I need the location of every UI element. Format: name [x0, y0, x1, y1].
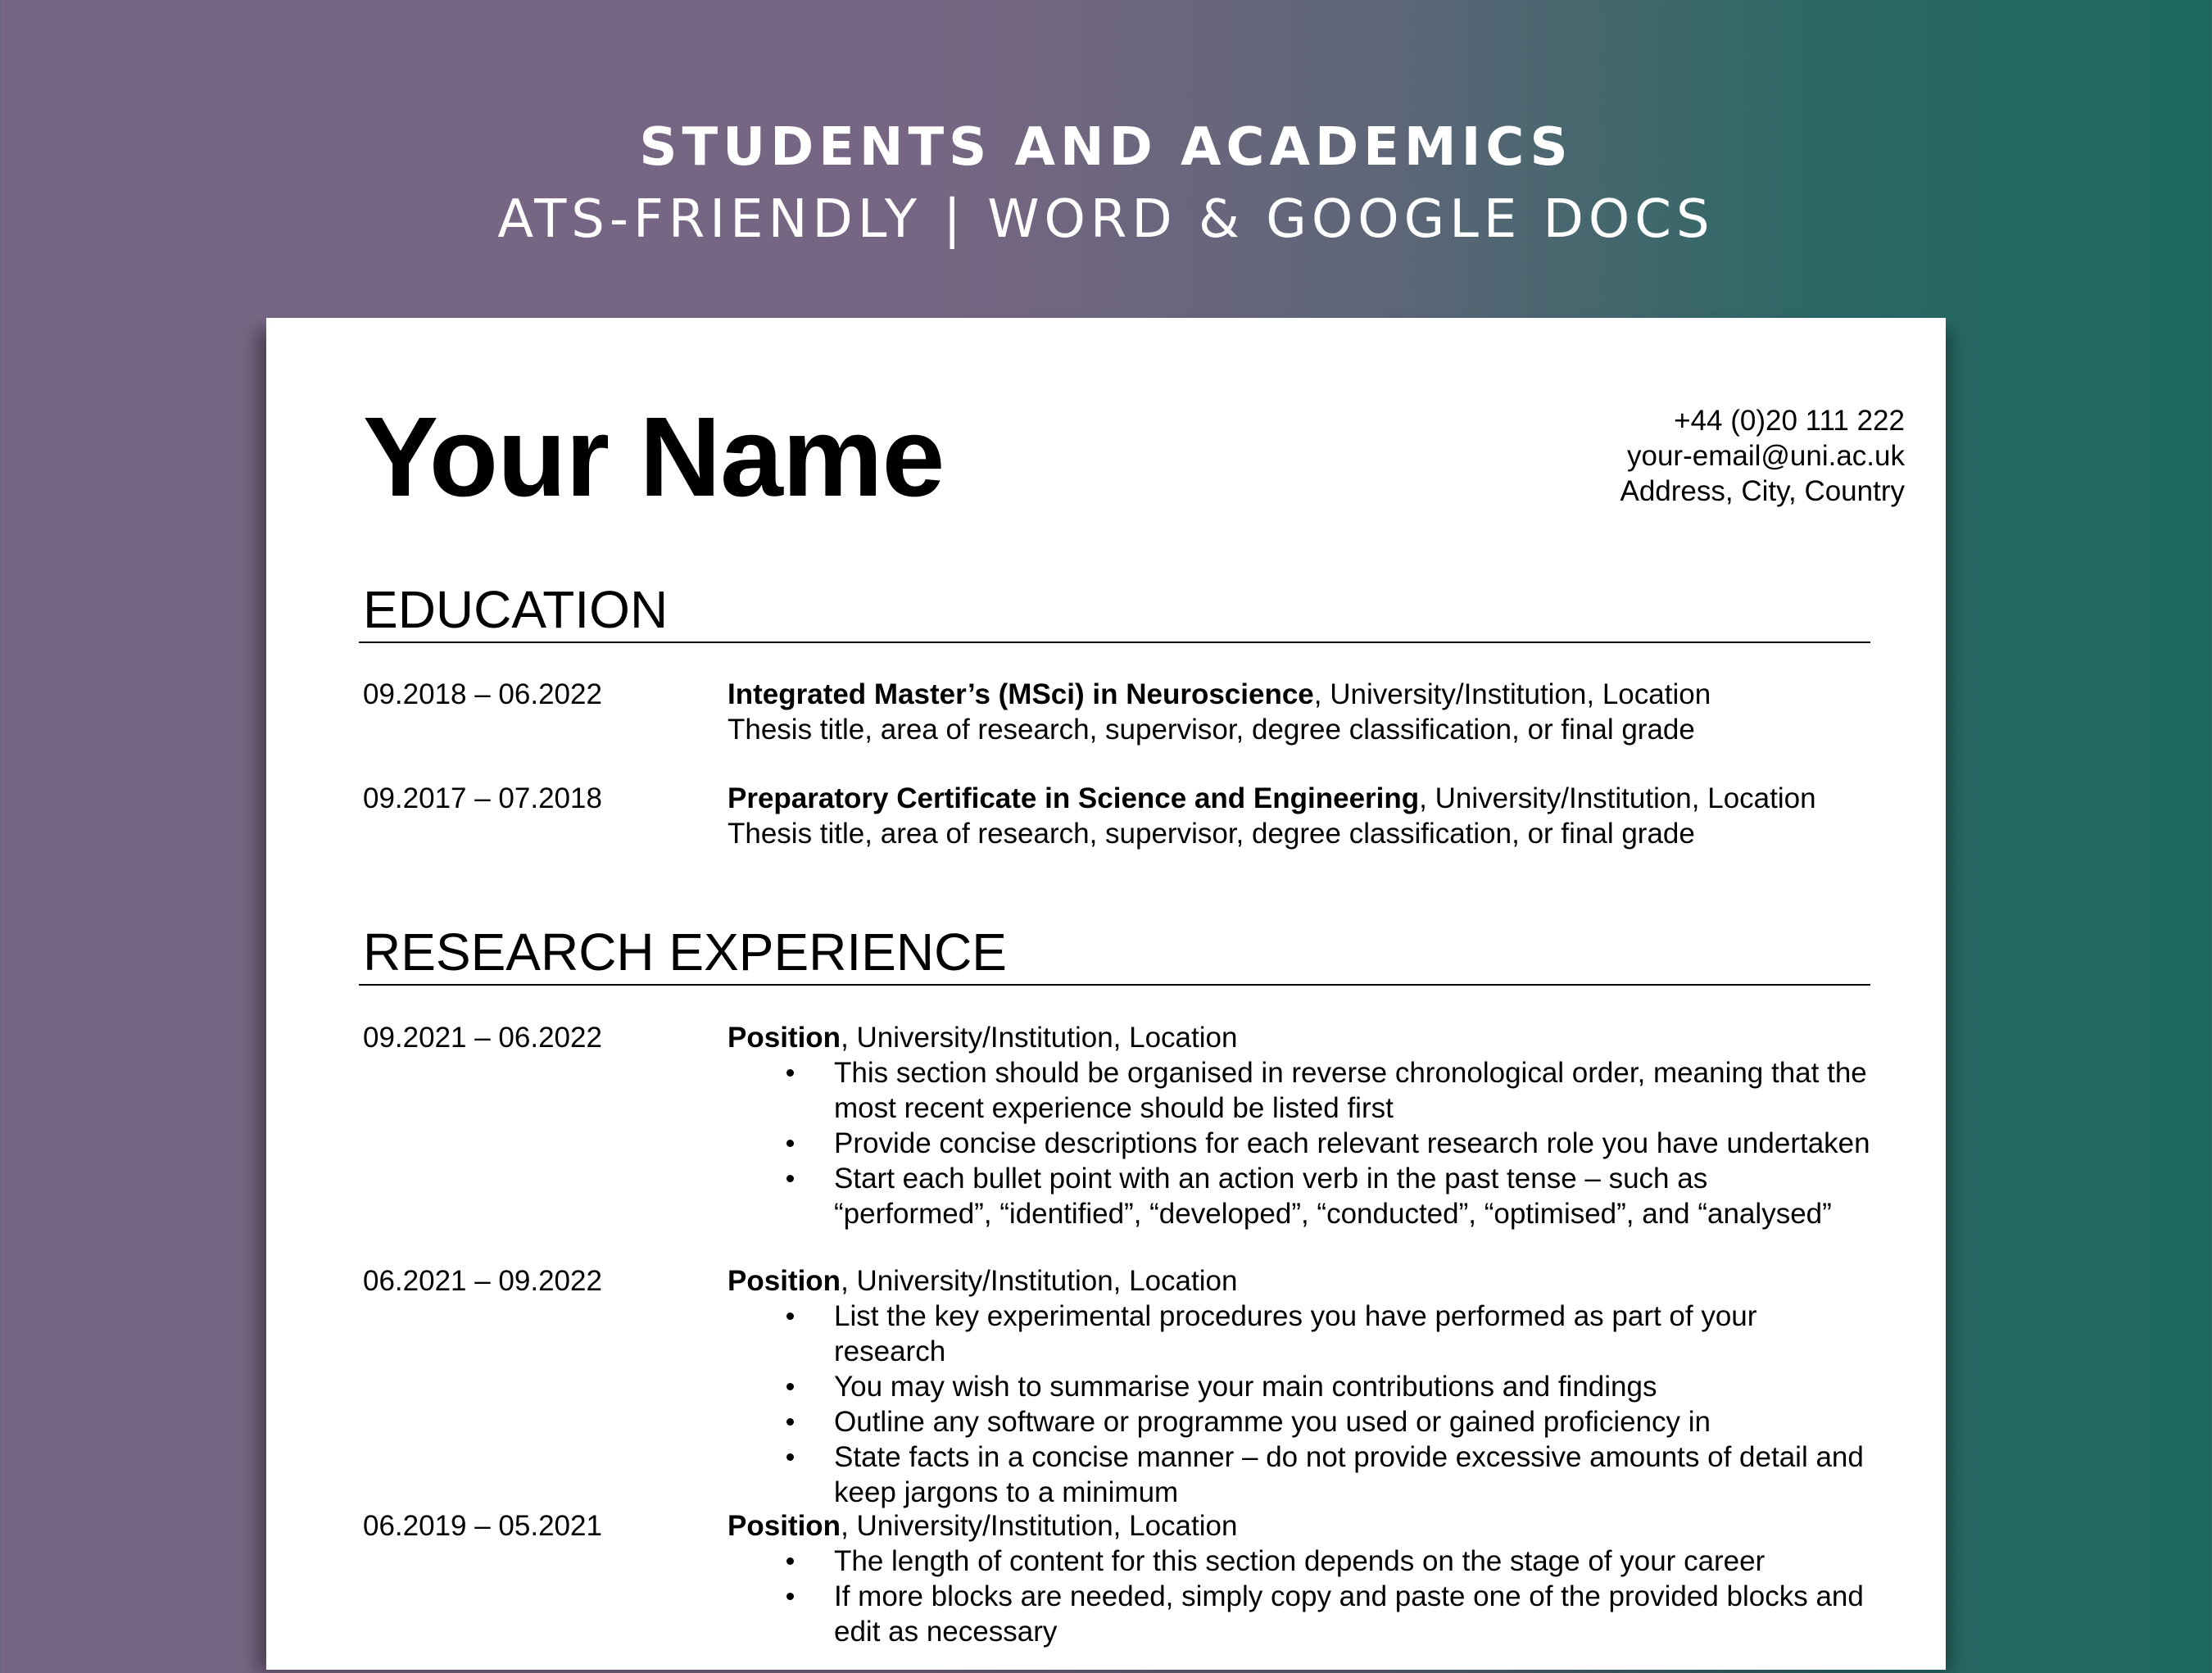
bullet-item: [728, 1126, 1870, 1161]
entry-position: Position: [728, 1265, 841, 1297]
bullet-dot: [786, 1175, 794, 1182]
entry-dates: 06.2021 – 09.2022: [363, 1265, 602, 1297]
education-heading: EDUCATION: [363, 580, 669, 639]
bullet-text: The length of content for this section depends on the stage of your career: [834, 1545, 1766, 1577]
entry-position: Position: [728, 1510, 841, 1542]
bullet-item: [728, 1055, 1870, 1126]
banner-title: STUDENTS AND ACADEMICS: [639, 117, 1573, 178]
banner-subtitle: ATS-FRIENDLY | WORD & GOOGLE DOCS: [497, 189, 1715, 250]
bullet-dot: [786, 1383, 794, 1390]
bullet-dot: [786, 1453, 794, 1461]
entry-dates: 09.2018 – 06.2022: [363, 678, 602, 710]
entry-body: [728, 1508, 1870, 1649]
bullet-dot: [786, 1140, 794, 1147]
entry-position: Position: [728, 1022, 841, 1054]
contact-phone: +44 (0)20 111 222: [1674, 405, 1905, 437]
bullet-item: [728, 1544, 1870, 1579]
entry-institution: , University/Institution, Location: [1313, 678, 1711, 710]
bullet-text: State facts in a concise manner – do not provide excessive amounts of detail and keep jargons to a minimum: [834, 1441, 1864, 1508]
bullet-list: [728, 1055, 1870, 1231]
promo-banner: [0, 0, 2212, 315]
entry-detail: Thesis title, area of research, supervisor, degree classification, or final grade: [728, 818, 1695, 850]
education-divider: [359, 642, 1870, 643]
contact-email: your-email@uni.ac.uk: [1627, 440, 1905, 472]
bullet-item: [728, 1161, 1870, 1231]
entry-body: [728, 1263, 1870, 1510]
entry-institution: , University/Institution, Location: [841, 1265, 1238, 1297]
bullet-list: [728, 1544, 1870, 1649]
contact-address: Address, City, Country: [1620, 475, 1905, 507]
bullet-item: [728, 1440, 1870, 1510]
entry-body: [728, 1020, 1870, 1231]
resume-name: Your Name: [363, 394, 945, 520]
bullet-dot: [786, 1418, 794, 1426]
bullet-text: Provide concise descriptions for each relevant research role you have undertaken: [834, 1127, 1870, 1159]
entry-dates: 09.2021 – 06.2022: [363, 1022, 602, 1054]
entry-institution: , University/Institution, Location: [841, 1510, 1238, 1542]
bullet-item: [728, 1579, 1870, 1649]
entry-degree: Preparatory Certificate in Science and Engineering: [728, 782, 1420, 814]
bullet-dot: [786, 1593, 794, 1600]
entry-institution: , University/Institution, Location: [841, 1022, 1238, 1054]
bullet-text: This section should be organised in reverse chronological order, meaning that the most recent experience should be listed first: [834, 1057, 1867, 1124]
entry-degree: Integrated Master’s (MSci) in Neuroscience: [728, 678, 1314, 710]
research-heading: RESEARCH EXPERIENCE: [363, 923, 1007, 982]
resume-page: [266, 318, 1946, 1670]
entry-dates: 06.2019 – 05.2021: [363, 1510, 602, 1542]
bullet-item: [728, 1404, 1870, 1440]
bullet-text: You may wish to summarise your main contributions and findings: [834, 1371, 1657, 1403]
bullet-item: [728, 1369, 1870, 1404]
contact-block: [1620, 403, 1905, 509]
entry-body: [728, 781, 1870, 851]
entry-body: [728, 677, 1870, 747]
bullet-text: If more blocks are needed, simply copy and paste one of the provided blocks and edit as necessary: [834, 1580, 1864, 1648]
bullet-list: [728, 1299, 1870, 1510]
entry-detail: Thesis title, area of research, supervisor, degree classification, or final grade: [728, 714, 1695, 746]
bullet-item: [728, 1299, 1870, 1369]
research-divider: [359, 984, 1870, 986]
bullet-dot: [786, 1557, 794, 1565]
entry-dates: 09.2017 – 07.2018: [363, 782, 602, 814]
bullet-text: Outline any software or programme you used or gained proficiency in: [834, 1406, 1711, 1438]
bullet-dot: [786, 1313, 794, 1320]
entry-institution: , University/Institution, Location: [1419, 782, 1816, 814]
bullet-text: List the key experimental procedures you have performed as part of your research: [834, 1300, 1757, 1367]
bullet-text: Start each bullet point with an action verb in the past tense – such as “performed”, “identified”, “developed”, “conducted”, “optimised”, and “analysed”: [834, 1163, 1832, 1230]
bullet-dot: [786, 1069, 794, 1077]
